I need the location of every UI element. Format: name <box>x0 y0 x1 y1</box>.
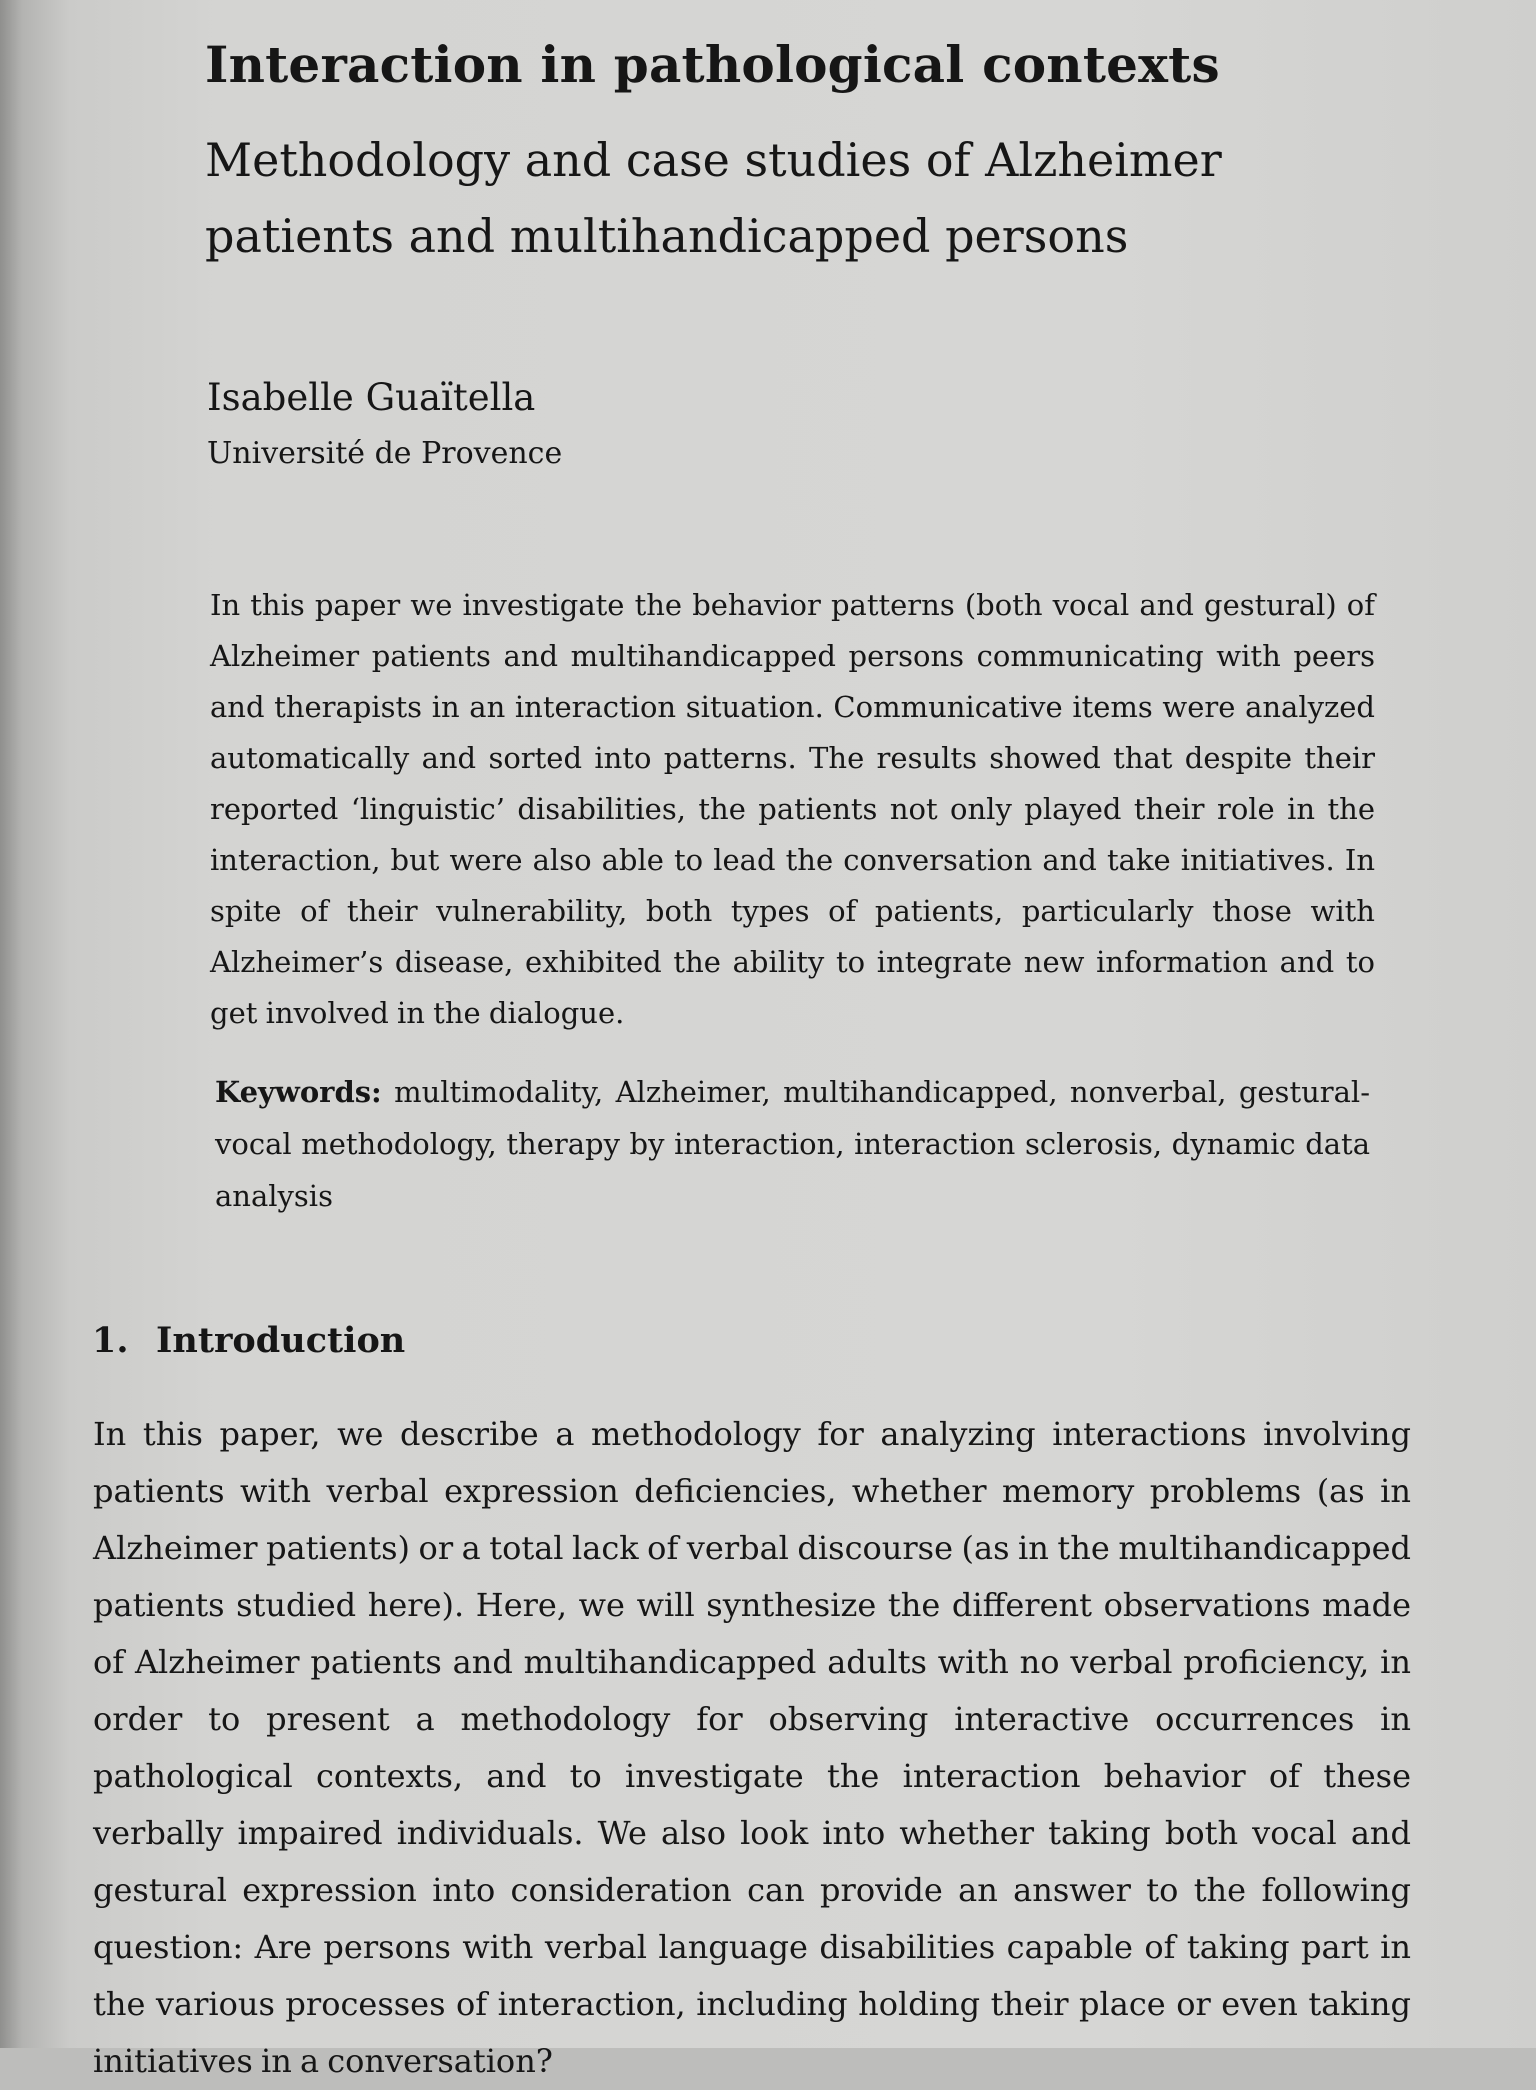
keywords-label: Keywords: <box>215 1075 382 1109</box>
paper-title: Interaction in pathological contexts <box>205 35 1220 94</box>
paper-subtitle: Methodology and case studies of Alzheimer patients and multihandicapped persons <box>205 133 1222 263</box>
section-number: 1. <box>92 1320 129 1361</box>
section-heading <box>92 1315 405 1367</box>
title-block <box>205 30 1425 274</box>
author-affiliation: Université de Provence <box>207 436 563 471</box>
keywords-text: multimodality, Alzheimer, multihandicapped, nonverbal, gestural-vocal methodology, therapy by interaction, interaction sclerosis, dynamic data analysis <box>215 1075 1370 1213</box>
author-name: Isabelle Guaïtella <box>207 376 536 419</box>
introduction-paragraph: In this paper, we describe a methodology for analyzing interactions involving patients with verbal expression deficiencies, whether memory problems (as in Alzheimer patients) or a total lack of verbal discourse (as in the multihandicapped patients studied here). Here, we will synthesize the different observations made of Alzheimer patients and multihandicapped adults with no verbal proficiency, in order to present a methodology for observing interactive occurrences in pathological contexts, and to investigate the interaction behavior of these verbally impaired individuals. We also look into whether taking both vocal and gestural expression into consideration can provide an answer to the following question: Are persons with verbal language disabilities capable of taking part in the various processes of interaction, including holding their place or even taking initiatives in a conversation? <box>93 1415 1411 2080</box>
abstract-text: In this paper we investigate the behavior patterns (both vocal and gestural) of Alzheimer patients and multihandicapped persons communicating with peers and therapists in an interaction situation. Communicative items were analyzed automatically and sorted into patterns. The results showed that despite their reported ‘linguistic’ disabilities, the patients not only played their role in the interaction, but were also able to lead the conversation and take initiatives. In spite of their vulnerability, both types of patients, particularly those with Alzheimer’s disease, exhibited the ability to integrate new information and to get involved in the dialogue. <box>210 588 1375 1030</box>
keywords-block <box>215 1066 1370 1222</box>
section-title: Introduction <box>156 1320 406 1361</box>
